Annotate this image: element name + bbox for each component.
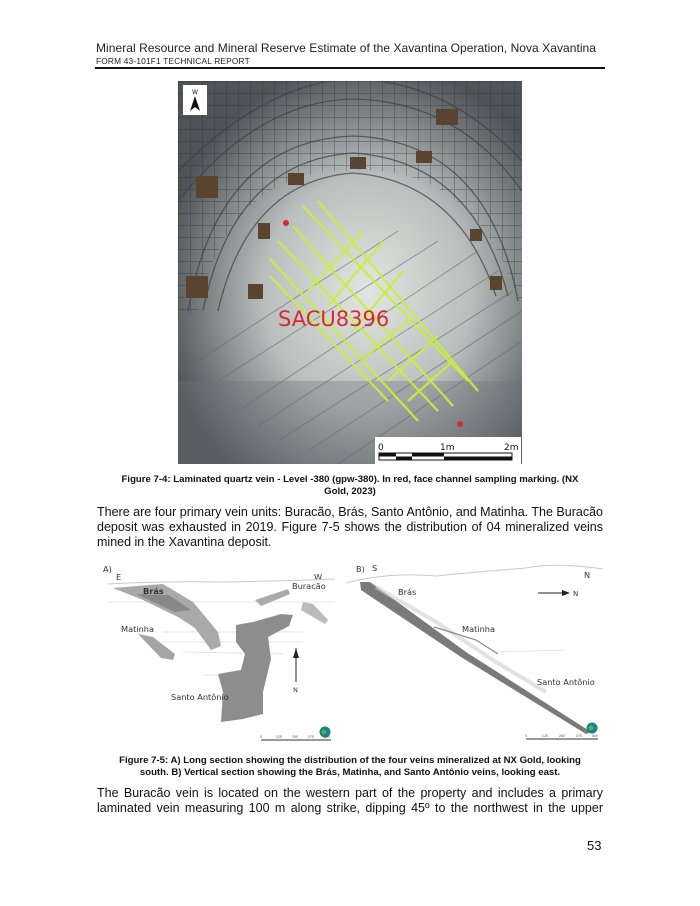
scale-tick: 500 xyxy=(324,735,330,739)
quartz-vein-photo xyxy=(178,81,522,464)
scale-label-2m: 2m xyxy=(504,443,519,453)
caption-line: south. B) Vertical section showing the Brás, Matinha, and Santo Antônio veins, looking east. xyxy=(139,766,561,778)
north-arrow xyxy=(183,85,207,115)
north-label: N xyxy=(573,590,579,598)
vein-santo-antonio xyxy=(218,614,293,722)
direction-e: E xyxy=(116,572,122,582)
caption-line: Gold, 2023) xyxy=(324,485,376,497)
sample-marking-text: SACU8396 xyxy=(278,307,390,331)
vein-bras-santo-antonio xyxy=(360,582,591,734)
scale-tick: 375 xyxy=(576,734,582,738)
direction-n: N xyxy=(584,570,591,580)
label-matinha: Matinha xyxy=(462,624,495,634)
red-sample-point xyxy=(457,421,463,427)
report-title: Mineral Resource and Mineral Reserve Estimate of the Xavantina Operation, Nova Xavantina xyxy=(96,41,596,55)
vein-buracao xyxy=(255,589,290,606)
vein-buracao-2 xyxy=(301,602,328,624)
scale-label-1m: 1m xyxy=(440,443,455,453)
vein-halo xyxy=(376,587,546,692)
direction-w: W xyxy=(314,572,323,582)
scale-tick: 0 xyxy=(525,734,527,738)
level-line xyxy=(496,650,566,652)
label-santo-antonio: Santo Antônio xyxy=(537,677,595,687)
scale-tick: 0 xyxy=(260,735,262,739)
scale-bar xyxy=(375,437,521,464)
label-bras: Brás xyxy=(398,587,417,597)
direction-s: S xyxy=(372,563,378,573)
page-number: 53 xyxy=(587,838,602,853)
label-santo-antonio: Santo Antônio xyxy=(171,692,229,702)
figure-7-5-panel-b xyxy=(346,562,603,744)
vein-bras xyxy=(113,584,221,650)
report-subtitle: FORM 43-101F1 TECHNICAL REPORT xyxy=(96,56,250,66)
header-divider xyxy=(95,67,605,69)
north-label: N xyxy=(293,686,298,694)
caption-line: Figure 7-4: Laminated quartz vein - Level -380 (gpw-380). In red, face channel sampling marking. (NX xyxy=(121,474,579,485)
north-arrow-b xyxy=(538,590,578,598)
north-arrow-a xyxy=(293,648,299,694)
figure-7-5-caption xyxy=(100,755,600,778)
panel-a-label: A) xyxy=(103,564,112,574)
paragraph-line: deposit was exhausted in 2019. Figure 7-5 shows the distribution of 04 mineralized veins xyxy=(97,519,603,534)
level-lines xyxy=(108,602,335,675)
paragraph-line: laminated vein measuring 100 m along strike, dipping 45º to the northwest in the upper xyxy=(97,800,603,815)
figure-7-5-panel-a xyxy=(103,562,340,744)
north-arrow-label: W xyxy=(192,89,198,96)
vein-matinha xyxy=(138,634,175,660)
label-matinha: Matinha xyxy=(121,624,154,634)
scale-bar-b xyxy=(525,734,598,739)
scale-bar-a xyxy=(260,735,331,740)
scale-tick: 125 xyxy=(542,734,548,738)
figure-7-4-photo xyxy=(178,81,522,464)
label-buracao: Buracão xyxy=(292,581,326,591)
topography-line xyxy=(346,565,603,583)
scale-tick: 375 xyxy=(308,735,314,739)
figure-7-4-caption xyxy=(100,474,600,497)
label-bras: Brás xyxy=(143,586,164,596)
globe-icon-land xyxy=(589,726,594,731)
scale-tick: 250 xyxy=(292,735,298,739)
scale-label-0: 0 xyxy=(378,443,384,453)
scale-tick: 500 xyxy=(592,734,598,738)
paragraph-line: The Buracão vein is located on the western part of the property and includes a primary xyxy=(97,786,603,800)
caption-line: Figure 7-5: A) Long section showing the distribution of the four veins mineralized at NX Gold, looking xyxy=(119,755,581,766)
panel-b-label: B) xyxy=(356,564,365,574)
scale-tick: 125 xyxy=(276,735,282,739)
paragraph-line: mined in the Xavantina deposit. xyxy=(97,534,272,549)
paragraph-vein-units xyxy=(97,505,603,549)
scale-tick: 250 xyxy=(559,734,565,738)
red-sample-point xyxy=(283,220,289,226)
globe-icon-land xyxy=(322,730,327,735)
paragraph-line: There are four primary vein units: Buracão, Brás, Santo Antônio, and Matinha. The Buracão xyxy=(97,505,603,519)
paragraph-buracao xyxy=(97,786,603,816)
